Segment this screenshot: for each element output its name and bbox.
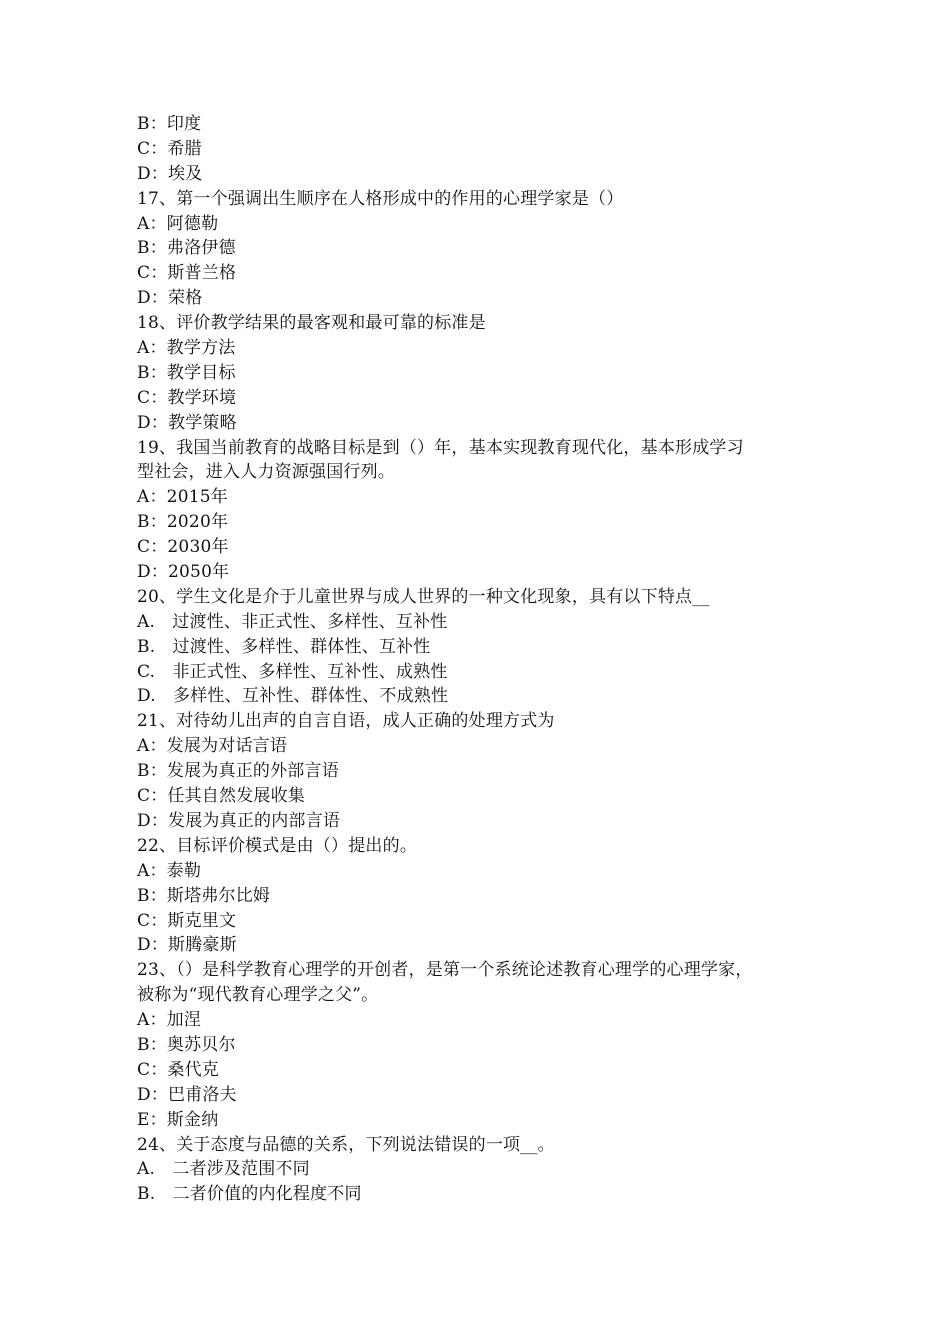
question-line: 19、我国当前教育的战略目标是到（）年，基本实现教育现代化，基本形成学习 — [137, 437, 744, 458]
option-line: D：发展为真正的内部言语 — [137, 810, 341, 831]
option-line: A：发展为对话言语 — [137, 736, 288, 757]
option-line: A：2015年 — [137, 487, 228, 508]
option-line: D：教学策略 — [137, 412, 237, 433]
option-line: D：荣格 — [137, 288, 203, 309]
option-line: B：教学目标 — [137, 362, 236, 383]
option-line: C：任其自然发展收集 — [137, 786, 306, 807]
question-line: 22、目标评价模式是由（）提出的。 — [137, 835, 418, 856]
question-line: 21、对待幼儿出声的自言自语，成人正确的处理方式为 — [137, 711, 555, 732]
question-line: 17、第一个强调出生顺序在人格形成中的作用的心理学家是（） — [137, 188, 624, 209]
question-line: 被称为“现代教育心理学之父”。 — [137, 985, 379, 1006]
option-line: D：巴甫洛夫 — [137, 1084, 237, 1105]
option-line: C：希腊 — [137, 138, 202, 159]
option-line: B：奥苏贝尔 — [137, 1034, 236, 1055]
option-line: D：斯腾豪斯 — [137, 935, 237, 956]
option-line: B：2020年 — [137, 512, 229, 533]
option-line: D. 多样性、互补性、群体性、不成熟性 — [137, 686, 449, 707]
document-body — [137, 112, 817, 1207]
option-line: A：加涅 — [137, 1010, 202, 1031]
option-line: D：埃及 — [137, 163, 203, 184]
question-line: 23、（）是科学教育心理学的开创者，是第一个系统论述教育心理学的心理学家， — [137, 960, 753, 981]
option-line: A. 二者涉及范围不同 — [137, 1159, 310, 1180]
option-line: A：教学方法 — [137, 338, 236, 359]
option-line: B. 二者价值的内化程度不同 — [137, 1184, 362, 1205]
option-line: E：斯金纳 — [137, 1109, 219, 1130]
option-line: B：斯塔弗尔比姆 — [137, 885, 271, 906]
option-line: A：阿德勒 — [137, 213, 219, 234]
option-line: B：印度 — [137, 114, 202, 134]
option-line: C：斯普兰格 — [137, 263, 237, 284]
option-line: D：2050年 — [137, 562, 230, 583]
option-line: C：斯克里文 — [137, 910, 237, 931]
option-line: A：泰勒 — [137, 860, 202, 881]
question-line: 20、学生文化是介于儿童世界与成人世界的一种文化现象，具有以下特点__ — [137, 586, 710, 607]
question-line: 24、关于态度与品德的关系，下列说法错误的一项__。 — [137, 1134, 555, 1155]
option-line: C：教学环境 — [137, 387, 237, 408]
question-line: 18、评价教学结果的最客观和最可靠的标准是 — [137, 313, 486, 334]
question-line: 型社会，进入人力资源强国行列。 — [137, 462, 395, 483]
option-line: C：2030年 — [137, 537, 229, 558]
option-line: C. 非正式性、多样性、互补性、成熟性 — [137, 661, 448, 682]
option-line: A. 过渡性、非正式性、多样性、互补性 — [137, 611, 448, 632]
option-line: C：桑代克 — [137, 1059, 220, 1080]
option-line: B. 过渡性、多样性、群体性、互补性 — [137, 636, 431, 657]
option-line: B：弗洛伊德 — [137, 238, 236, 259]
option-line: B：发展为真正的外部言语 — [137, 761, 339, 782]
